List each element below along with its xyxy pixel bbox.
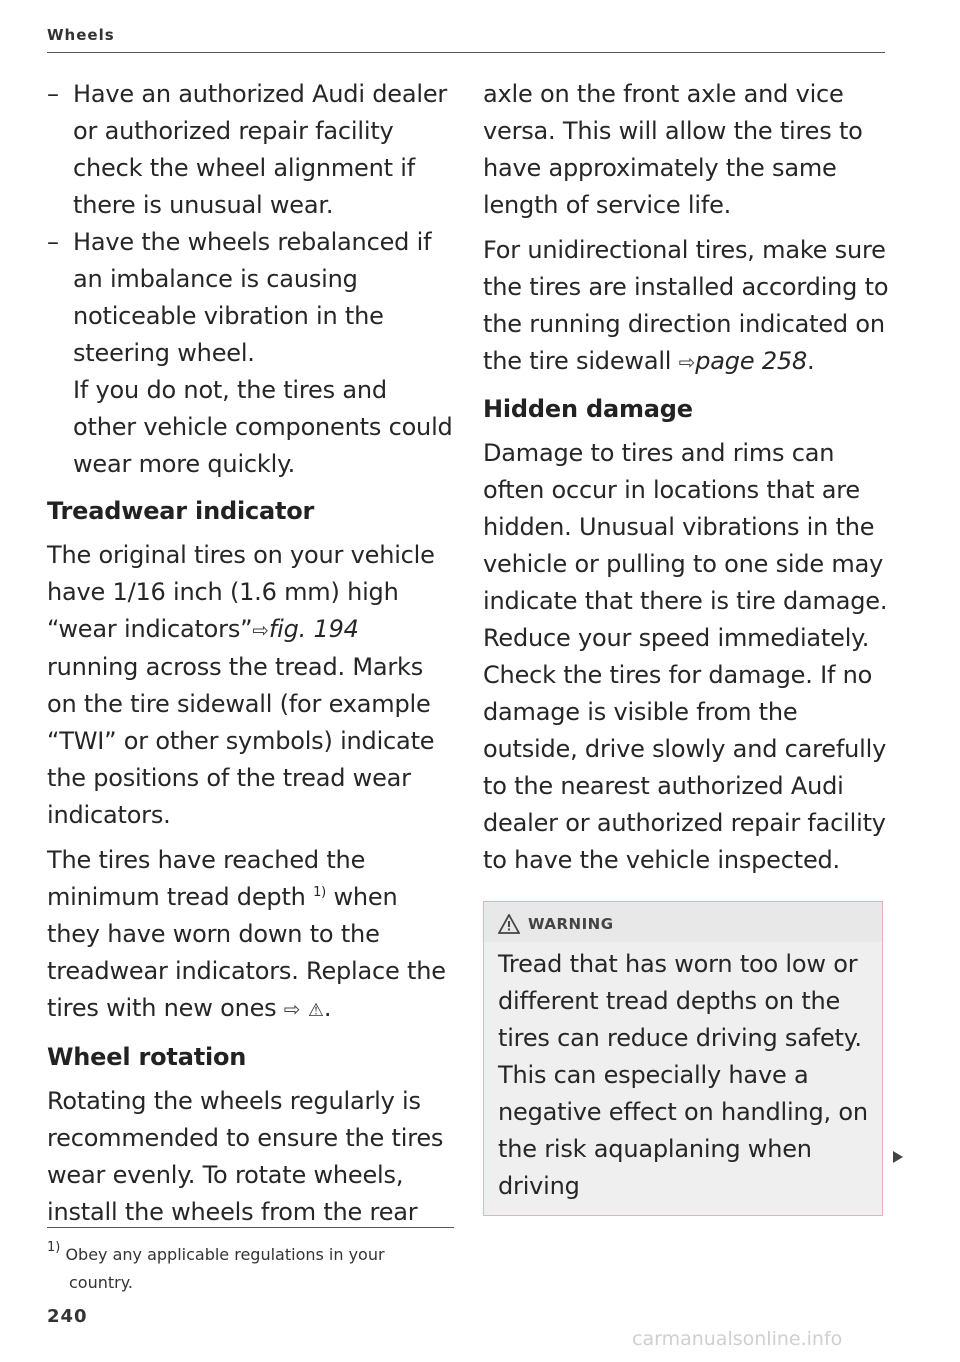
list-item: – Have the wheels rebalanced if an imbalance is causing noticeable vibration in the steering wheel. — [47, 224, 457, 372]
reference-arrow-icon: ⇨ — [678, 350, 696, 374]
unidirectional-paragraph — [483, 232, 893, 381]
footnote-line-1: Obey any applicable regulations in your — [65, 1245, 385, 1264]
warning-header — [484, 902, 882, 942]
page-reference-link[interactable]: page 258 — [695, 347, 808, 375]
treadwear-paragraph-2 — [47, 842, 457, 1029]
consequence-text: If you do not, the tires and other vehicle components could wear more quickly. — [73, 376, 453, 478]
treadwear-text-d: when they have worn down to the treadwear indicators. Replace the tires with new ones — [47, 883, 446, 1022]
rotation-heading: Wheel rotation — [47, 1043, 247, 1071]
hidden-damage-paragraph: Damage to tires and rims can often occur in locations that are hidden. Unusual vibrations in the vehicle or pulling to one side may indicate that there is tire damage. Reduce your speed immediately. Check the tires for damage. If no damage is visible from the outside, drive slowly and carefully to the nearest authorized Audi dealer or authorized repair facility to have the vehicle inspected. — [483, 439, 888, 874]
warning-triangle-icon[interactable]: ⚠ — [307, 1000, 324, 1021]
warning-label: WARNING — [528, 915, 614, 933]
rotation-paragraph: Rotating the wheels regularly is recommended to ensure the tires wear evenly. To rotate wheels, install the wheels from the rear — [47, 1087, 444, 1226]
figure-reference-link[interactable]: fig. 194 — [268, 615, 359, 643]
footnote-number: 1) — [47, 1240, 61, 1255]
continue-arrow-icon — [893, 1151, 903, 1163]
treadwear-heading: Treadwear indicator — [47, 497, 315, 525]
rotation-continued: axle on the front axle and vice versa. This will allow the tires to have approximately the same length of service life. — [483, 80, 863, 219]
treadwear-paragraph-1 — [47, 537, 457, 834]
reference-arrow-icon: ⇨ — [252, 618, 269, 642]
footnote — [47, 1241, 457, 1297]
period-text: . — [323, 994, 332, 1022]
warning-body — [484, 942, 882, 1215]
maintenance-list — [47, 76, 457, 372]
list-item: – Have an authorized Audi dealer or authorized repair facility check the wheel alignment if there is unusual wear. — [47, 76, 457, 224]
treadwear-text-c: The tires have reached the minimum tread depth — [47, 846, 366, 911]
treadwear-text-b: running across the tread. Marks on the tire sidewall (for example “TWI” or other symbols) indicate the positions of the tread wear indicators. — [47, 653, 435, 829]
page-number: 240 — [47, 1306, 88, 1327]
footnote-divider — [47, 1227, 454, 1228]
section-header: Wheels — [47, 26, 115, 44]
treadwear-text-a: The original tires on your vehicle have 1/16 inch (1.6 mm) high “wear indicators” — [47, 541, 435, 643]
warning-triangle-icon — [498, 914, 520, 934]
right-column — [483, 76, 893, 1216]
warning-text: Tread that has worn too low or different tread depths on the tires can reduce driving safety. This can especially have a negative effect on handling, on the risk aquaplaning when driving — [498, 950, 868, 1200]
footnote-marker: 1) — [313, 885, 327, 900]
reference-arrow-icon: ⇨ — [283, 997, 301, 1021]
warning-box — [483, 901, 883, 1216]
period-text: . — [807, 347, 815, 375]
footnote-line-2: country. — [69, 1273, 133, 1292]
hidden-damage-heading: Hidden damage — [483, 395, 693, 423]
left-column — [47, 76, 457, 1231]
header-divider — [47, 52, 885, 53]
unidirectional-text: For unidirectional tires, make sure the tires are installed according to the running direction indicated on the tire sidewall — [483, 236, 889, 375]
watermark: carmanualsonline.info — [632, 1328, 843, 1350]
